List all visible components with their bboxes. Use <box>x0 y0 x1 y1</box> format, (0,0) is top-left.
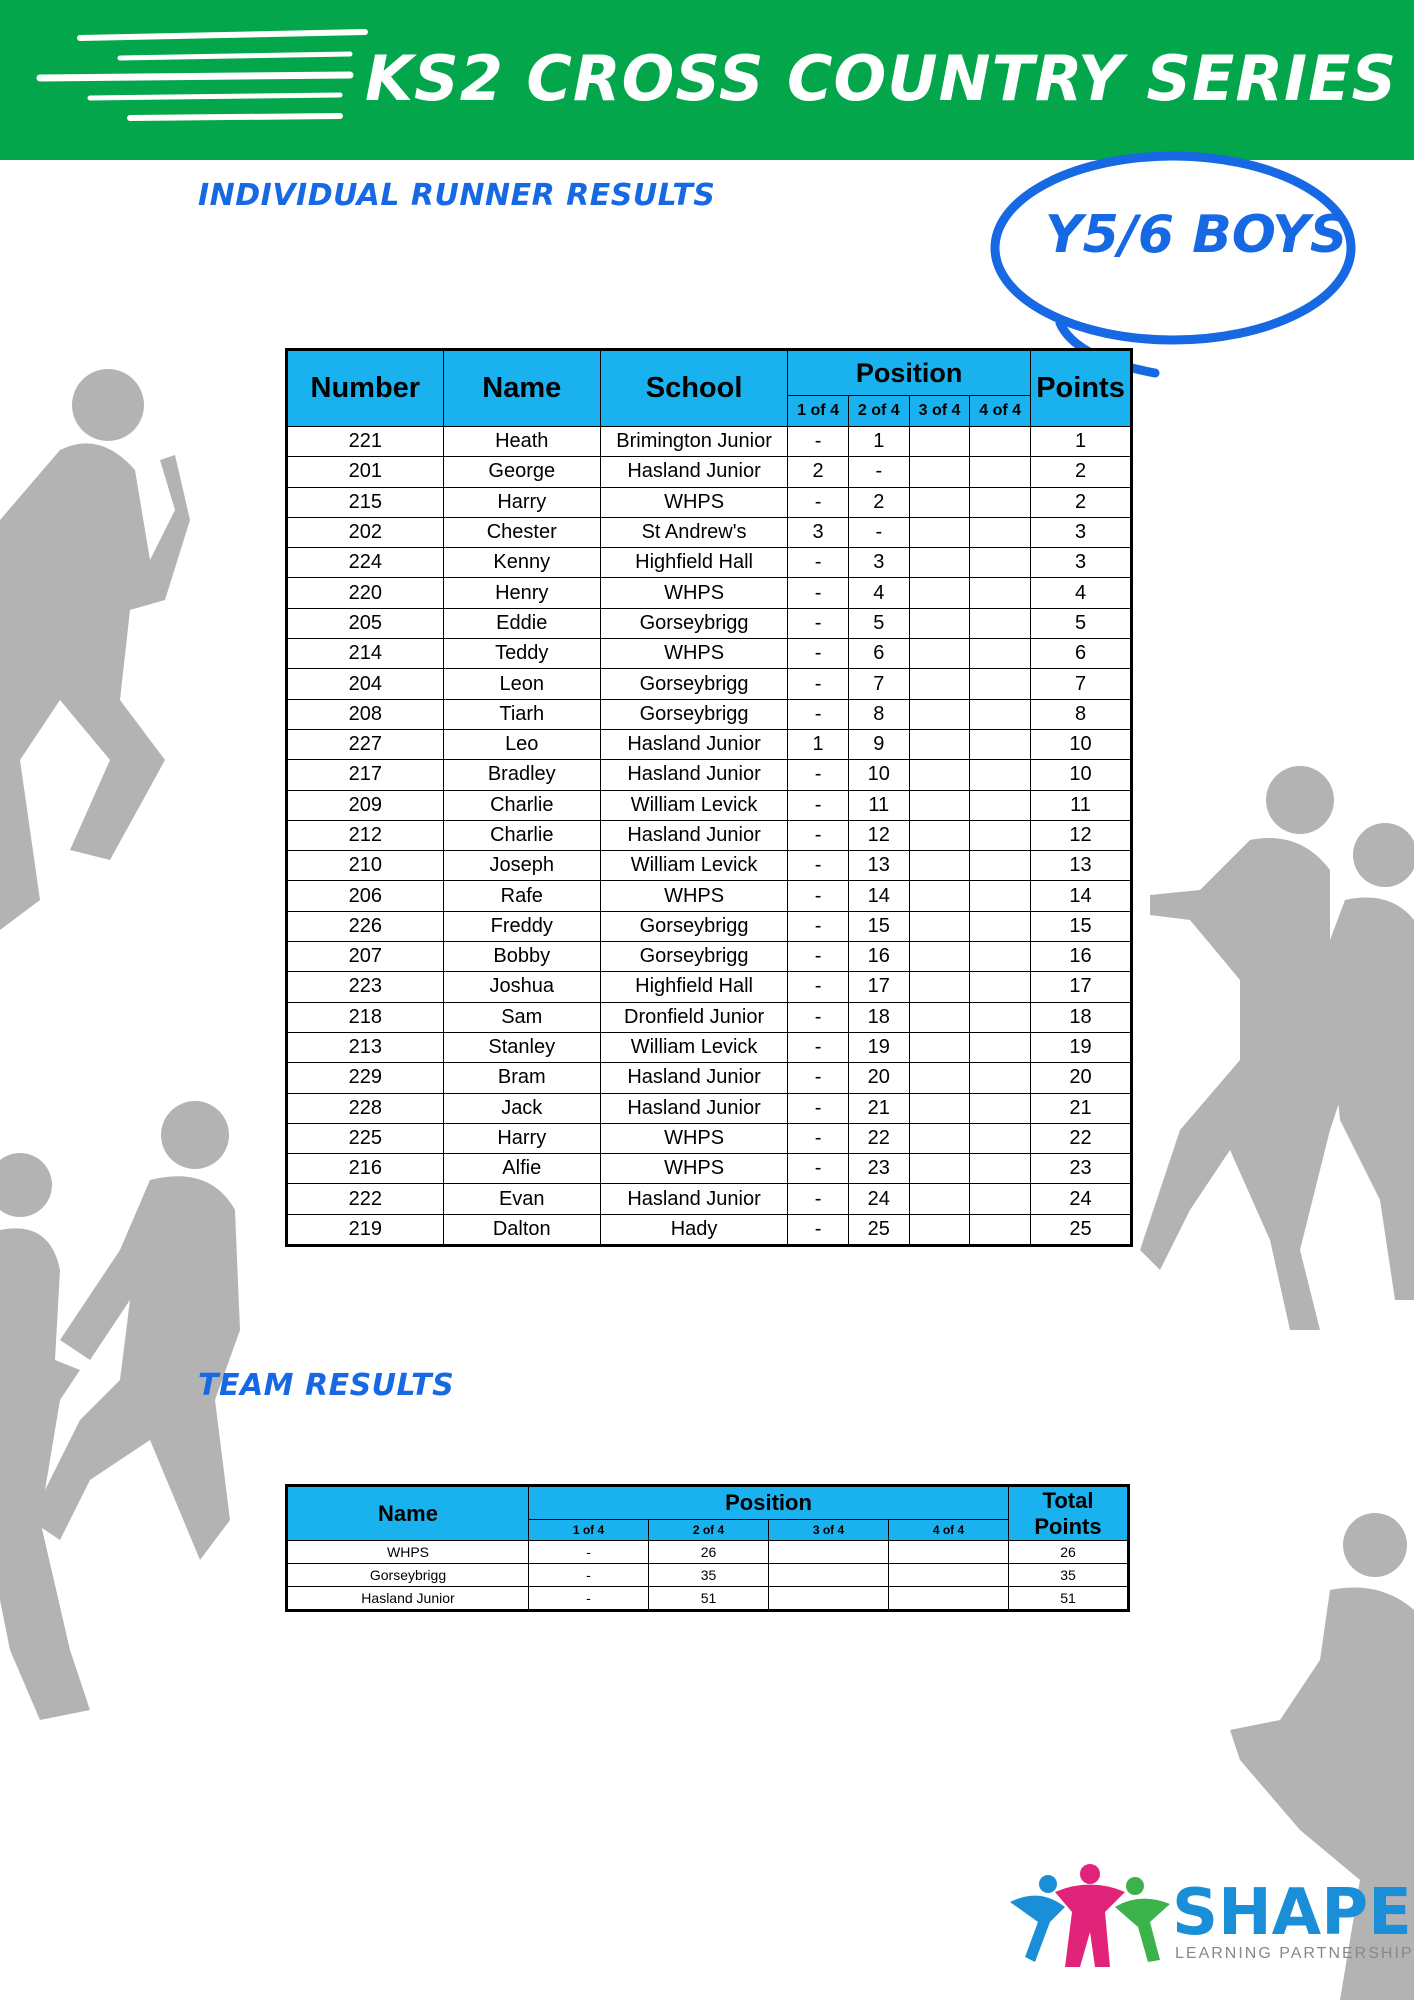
team-row <box>287 1564 1129 1587</box>
runner-row-cell: Chester <box>443 517 600 547</box>
runner-row-cell: 208 <box>287 699 444 729</box>
runner-row <box>287 427 1132 457</box>
runner-row-cell: 223 <box>287 972 444 1002</box>
team-row-cell <box>889 1587 1009 1611</box>
runner-row-cell: Tiarh <box>443 699 600 729</box>
runner-row-cell: 15 <box>1031 911 1132 941</box>
runner-row-cell: 8 <box>1031 699 1132 729</box>
runner-row-cell: 19 <box>1031 1032 1132 1062</box>
runner-row-cell: 3 <box>1031 548 1132 578</box>
runner-row-cell: - <box>848 457 909 487</box>
team-row-cell <box>889 1541 1009 1564</box>
runner-row <box>287 820 1132 850</box>
runner-row-cell: 201 <box>287 457 444 487</box>
runner-row-cell: 10 <box>848 760 909 790</box>
runner-row <box>287 1093 1132 1123</box>
runner-row-cell: William Levick <box>600 790 787 820</box>
team-row-cell: 51 <box>1009 1587 1129 1611</box>
runner-row-cell <box>970 820 1031 850</box>
runner-row-cell: 216 <box>287 1154 444 1184</box>
runner-row-cell: - <box>788 1154 849 1184</box>
runner-row-cell: 16 <box>848 942 909 972</box>
runner-row-cell: - <box>788 1184 849 1214</box>
runner-row <box>287 1032 1132 1062</box>
team-row-cell: Hasland Junior <box>287 1587 529 1611</box>
runner-row-cell: 6 <box>1031 639 1132 669</box>
runner-row-cell: 209 <box>287 790 444 820</box>
runner-row-cell: 12 <box>1031 820 1132 850</box>
runner-row-cell: 9 <box>848 729 909 759</box>
runner-row-cell: Harry <box>443 1123 600 1153</box>
runner-row-cell: Hasland Junior <box>600 729 787 759</box>
runner-row-cell: 218 <box>287 1002 444 1032</box>
runner-row <box>287 1154 1132 1184</box>
runner-row-cell: Hasland Junior <box>600 820 787 850</box>
runner-row-cell: 2 <box>1031 457 1132 487</box>
runner-row-cell: Charlie <box>443 820 600 850</box>
runner-row <box>287 881 1132 911</box>
runner-row-cell: Joshua <box>443 972 600 1002</box>
runner-row <box>287 1063 1132 1093</box>
runner-row-cell <box>970 1093 1031 1123</box>
speed-lines-icon <box>20 20 370 140</box>
runner-row-cell: WHPS <box>600 487 787 517</box>
runner-row-cell: 19 <box>848 1032 909 1062</box>
runner-row-cell: 7 <box>1031 669 1132 699</box>
runner-row-cell: 210 <box>287 851 444 881</box>
runner-row-cell: - <box>788 1063 849 1093</box>
runner-row-cell: - <box>788 820 849 850</box>
team-row-cell <box>889 1564 1009 1587</box>
runner-row-cell: Alfie <box>443 1154 600 1184</box>
runner-row-cell: Bradley <box>443 760 600 790</box>
runner-row-cell: Teddy <box>443 639 600 669</box>
runner-row-cell: WHPS <box>600 1154 787 1184</box>
individual-results-heading: INDIVIDUAL RUNNER RESULTS <box>198 178 716 213</box>
runner-row-cell: - <box>788 699 849 729</box>
runner-row-cell <box>970 578 1031 608</box>
col-header-school: School <box>600 350 787 427</box>
runner-row-cell: Gorseybrigg <box>600 608 787 638</box>
runner-row-cell: 207 <box>287 942 444 972</box>
runner-row <box>287 639 1132 669</box>
team-row-cell <box>769 1587 889 1611</box>
runner-row-cell <box>970 851 1031 881</box>
runner-row-cell: 25 <box>1031 1214 1132 1245</box>
runner-row-cell: 4 <box>848 578 909 608</box>
runner-row-cell <box>970 972 1031 1002</box>
runner-row-cell: 2 <box>788 457 849 487</box>
runner-row-cell: 205 <box>287 608 444 638</box>
runner-row-cell: 221 <box>287 427 444 457</box>
runner-row-cell: Dronfield Junior <box>600 1002 787 1032</box>
runner-row-cell <box>909 1123 970 1153</box>
runner-row-cell: Hasland Junior <box>600 457 787 487</box>
runner-row-cell <box>909 608 970 638</box>
runner-row-cell: 21 <box>848 1093 909 1123</box>
runner-row-cell: Brimington Junior <box>600 427 787 457</box>
runner-row-cell <box>970 457 1031 487</box>
runner-row-cell: Joseph <box>443 851 600 881</box>
runner-row <box>287 1214 1132 1245</box>
team-col-header-name: Name <box>287 1486 529 1541</box>
page-title: KS2 CROSS COUNTRY SERIES <box>365 42 1398 115</box>
runner-row-cell: 13 <box>1031 851 1132 881</box>
col-header-name: Name <box>443 350 600 427</box>
runner-row-cell: Rafe <box>443 881 600 911</box>
col-subheader-race-4: 4 of 4 <box>970 396 1031 427</box>
runner-row-cell: - <box>788 790 849 820</box>
runner-row-cell: 24 <box>848 1184 909 1214</box>
runner-row-cell: Heath <box>443 427 600 457</box>
runner-row-cell: St Andrew's <box>600 517 787 547</box>
runner-row-cell: 22 <box>848 1123 909 1153</box>
runner-row-cell: 10 <box>1031 760 1132 790</box>
team-row-cell <box>769 1564 889 1587</box>
runner-row-cell: WHPS <box>600 639 787 669</box>
runner-row-cell <box>970 1063 1031 1093</box>
team-row-cell: - <box>529 1541 649 1564</box>
runner-row-cell: 22 <box>1031 1123 1132 1153</box>
runner-row-cell: 23 <box>1031 1154 1132 1184</box>
runner-row-cell <box>970 1184 1031 1214</box>
runner-row <box>287 942 1132 972</box>
runner-row-cell: 25 <box>848 1214 909 1245</box>
runner-row-cell: 18 <box>848 1002 909 1032</box>
runner-row-cell: 213 <box>287 1032 444 1062</box>
team-results-heading: TEAM RESULTS <box>198 1368 455 1403</box>
runner-row-cell <box>970 1154 1031 1184</box>
runner-row <box>287 790 1132 820</box>
runner-row-cell: 215 <box>287 487 444 517</box>
runner-row-cell: 3 <box>1031 517 1132 547</box>
runner-row-cell <box>970 729 1031 759</box>
runner-row-cell <box>970 487 1031 517</box>
runner-row-cell <box>909 760 970 790</box>
runner-row-cell <box>970 669 1031 699</box>
runner-row-cell: 225 <box>287 1123 444 1153</box>
runner-row-cell <box>909 457 970 487</box>
runner-row-cell: - <box>788 1123 849 1153</box>
runner-row-cell: 3 <box>848 548 909 578</box>
runner-row-cell: 17 <box>1031 972 1132 1002</box>
runner-row-cell: 18 <box>1031 1002 1132 1032</box>
runner-row <box>287 972 1132 1002</box>
runner-row-cell: 229 <box>287 1063 444 1093</box>
runner-row-cell: George <box>443 457 600 487</box>
runner-row-cell <box>909 1214 970 1245</box>
category-badge: Y5/6 BOYS <box>1045 205 1348 265</box>
runner-row-cell: - <box>788 578 849 608</box>
runner-row-cell: Bram <box>443 1063 600 1093</box>
runner-row <box>287 548 1132 578</box>
runner-row-cell: 1 <box>788 729 849 759</box>
logo-subtitle: LEARNING PARTNERSHIP <box>1175 1945 1414 1962</box>
runner-row <box>287 729 1132 759</box>
runner-row-cell: 11 <box>848 790 909 820</box>
runner-row-cell: 13 <box>848 851 909 881</box>
team-row-cell: - <box>529 1564 649 1587</box>
runner-row-cell: 15 <box>848 911 909 941</box>
runner-row <box>287 457 1132 487</box>
runner-row-cell: - <box>788 1032 849 1062</box>
runner-row-cell: Stanley <box>443 1032 600 1062</box>
runner-row-cell: William Levick <box>600 1032 787 1062</box>
runner-row-cell <box>909 790 970 820</box>
team-row-cell: 26 <box>1009 1541 1129 1564</box>
runner-row-cell: 3 <box>788 517 849 547</box>
runner-row-cell: 14 <box>848 881 909 911</box>
runner-row-cell: 5 <box>1031 608 1132 638</box>
runner-row-cell <box>970 699 1031 729</box>
runner-row-cell: Dalton <box>443 1214 600 1245</box>
runner-row-cell <box>909 972 970 1002</box>
runner-row-cell: 17 <box>848 972 909 1002</box>
runner-row-cell: Eddie <box>443 608 600 638</box>
runner-row-cell: Leon <box>443 669 600 699</box>
runner-row-cell <box>909 851 970 881</box>
runner-row-cell: 228 <box>287 1093 444 1123</box>
runner-row-cell <box>909 487 970 517</box>
runner-row <box>287 578 1132 608</box>
runner-row <box>287 699 1132 729</box>
runner-row-cell: 1 <box>1031 427 1132 457</box>
runner-row-cell: Hasland Junior <box>600 760 787 790</box>
runner-row-cell: 20 <box>1031 1063 1132 1093</box>
runner-row-cell: 4 <box>1031 578 1132 608</box>
runner-row-cell <box>909 1154 970 1184</box>
runner-row-cell <box>909 911 970 941</box>
team-col-subheader-race-3: 3 of 4 <box>769 1520 889 1541</box>
runner-row-cell <box>909 820 970 850</box>
team-col-subheader-race-4: 4 of 4 <box>889 1520 1009 1541</box>
runner-row <box>287 517 1132 547</box>
runner-row-cell: 227 <box>287 729 444 759</box>
runner-row-cell: Gorseybrigg <box>600 911 787 941</box>
runner-row-cell: 14 <box>1031 881 1132 911</box>
runner-row-cell <box>909 548 970 578</box>
runner-row-cell: - <box>788 1093 849 1123</box>
runner-row-cell: Gorseybrigg <box>600 669 787 699</box>
runner-row <box>287 669 1132 699</box>
runner-row <box>287 487 1132 517</box>
runner-row-cell <box>909 1184 970 1214</box>
runner-row <box>287 1123 1132 1153</box>
runner-row-cell: Hasland Junior <box>600 1184 787 1214</box>
runner-row-cell <box>970 1214 1031 1245</box>
runner-row-cell: 219 <box>287 1214 444 1245</box>
runner-row-cell: - <box>788 881 849 911</box>
runner-row-cell <box>970 790 1031 820</box>
team-row-cell: - <box>529 1587 649 1611</box>
runner-row-cell <box>909 669 970 699</box>
col-subheader-race-3: 3 of 4 <box>909 396 970 427</box>
runner-row-cell: 2 <box>848 487 909 517</box>
team-col-subheader-race-2: 2 of 4 <box>649 1520 769 1541</box>
runner-row-cell <box>970 1123 1031 1153</box>
runner-row-cell: Kenny <box>443 548 600 578</box>
runner-row-cell <box>909 729 970 759</box>
runner-row-cell: Henry <box>443 578 600 608</box>
runner-row-cell: - <box>788 427 849 457</box>
runner-row-cell: 1 <box>848 427 909 457</box>
runner-row-cell <box>909 578 970 608</box>
runner-row-cell: - <box>788 639 849 669</box>
runner-row-cell: - <box>788 669 849 699</box>
runner-row <box>287 911 1132 941</box>
runner-row-cell <box>970 881 1031 911</box>
runner-row-cell: 206 <box>287 881 444 911</box>
col-header-points: Points <box>1031 350 1132 427</box>
runner-row-cell <box>970 1032 1031 1062</box>
runner-row-cell: - <box>788 608 849 638</box>
team-row-cell <box>769 1541 889 1564</box>
runner-row-cell <box>909 639 970 669</box>
runner-row-cell: WHPS <box>600 578 787 608</box>
runner-row-cell: 226 <box>287 911 444 941</box>
runner-row-cell: 202 <box>287 517 444 547</box>
runner-row-cell: Highfield Hall <box>600 972 787 1002</box>
col-header-number: Number <box>287 350 444 427</box>
runner-row-cell <box>909 1063 970 1093</box>
team-results-table <box>285 1484 1130 1612</box>
runner-row-cell <box>909 1002 970 1032</box>
runner-row-cell: 217 <box>287 760 444 790</box>
individual-results-table <box>285 348 1133 1247</box>
runner-row <box>287 1002 1132 1032</box>
runner-row-cell: 20 <box>848 1063 909 1093</box>
runner-row-cell <box>970 608 1031 638</box>
runner-row-cell <box>909 1032 970 1062</box>
runner-row <box>287 608 1132 638</box>
runner-row-cell: - <box>848 517 909 547</box>
runner-row-cell <box>909 881 970 911</box>
runner-row-cell: - <box>788 487 849 517</box>
runner-row-cell: - <box>788 1002 849 1032</box>
team-col-subheader-race-1: 1 of 4 <box>529 1520 649 1541</box>
runner-row-cell: Hasland Junior <box>600 1063 787 1093</box>
runner-row-cell: - <box>788 972 849 1002</box>
runner-row-cell: - <box>788 1214 849 1245</box>
team-row-cell: 26 <box>649 1541 769 1564</box>
runner-row-cell: - <box>788 548 849 578</box>
col-subheader-race-1: 1 of 4 <box>788 396 849 427</box>
runner-row-cell: 5 <box>848 608 909 638</box>
runner-row-cell: 16 <box>1031 942 1132 972</box>
runner-row-cell <box>970 911 1031 941</box>
runner-row-cell: Harry <box>443 487 600 517</box>
runner-row-cell: Hasland Junior <box>600 1093 787 1123</box>
runner-row-cell: WHPS <box>600 1123 787 1153</box>
runner-row-cell: Charlie <box>443 790 600 820</box>
runner-row-cell: 11 <box>1031 790 1132 820</box>
runner-row-cell <box>909 942 970 972</box>
runner-row-cell: 224 <box>287 548 444 578</box>
runner-row <box>287 851 1132 881</box>
team-col-header-position: Position <box>529 1486 1009 1520</box>
runner-row-cell: 222 <box>287 1184 444 1214</box>
runner-row-cell: 10 <box>1031 729 1132 759</box>
runner-row-cell: Highfield Hall <box>600 548 787 578</box>
runner-row-cell <box>909 699 970 729</box>
runner-row-cell: - <box>788 851 849 881</box>
runner-row-cell: Freddy <box>443 911 600 941</box>
runner-row-cell <box>970 639 1031 669</box>
runner-row-cell: 7 <box>848 669 909 699</box>
runner-row-cell: 21 <box>1031 1093 1132 1123</box>
logo-wordmark: SHAPE <box>1172 1876 1412 1950</box>
runner-row-cell: Sam <box>443 1002 600 1032</box>
runner-row-cell: 6 <box>848 639 909 669</box>
runner-row-cell <box>970 760 1031 790</box>
runner-row-cell: Hady <box>600 1214 787 1245</box>
runner-row-cell: Bobby <box>443 942 600 972</box>
runner-row-cell: 24 <box>1031 1184 1132 1214</box>
runner-row-cell <box>909 1093 970 1123</box>
runner-row-cell <box>909 427 970 457</box>
runner-row-cell: - <box>788 760 849 790</box>
runner-row-cell: 23 <box>848 1154 909 1184</box>
team-col-header-total-points: Total Points <box>1009 1486 1129 1541</box>
runner-row <box>287 760 1132 790</box>
team-row <box>287 1541 1129 1564</box>
runner-row-cell <box>970 427 1031 457</box>
runner-row-cell: Gorseybrigg <box>600 699 787 729</box>
runner-row-cell: 8 <box>848 699 909 729</box>
runner-row-cell: Jack <box>443 1093 600 1123</box>
runner-row-cell <box>909 517 970 547</box>
runner-row <box>287 1184 1132 1214</box>
runner-row-cell: William Levick <box>600 851 787 881</box>
team-row-cell: 35 <box>649 1564 769 1587</box>
team-row-cell: 51 <box>649 1587 769 1611</box>
col-header-position: Position <box>788 350 1031 396</box>
team-row-cell: 35 <box>1009 1564 1129 1587</box>
col-subheader-race-2: 2 of 4 <box>848 396 909 427</box>
runner-row-cell: 2 <box>1031 487 1132 517</box>
runner-row-cell <box>970 1002 1031 1032</box>
team-row <box>287 1587 1129 1611</box>
runner-row-cell: 12 <box>848 820 909 850</box>
runner-row-cell: - <box>788 911 849 941</box>
runner-row-cell: - <box>788 942 849 972</box>
team-row-cell: Gorseybrigg <box>287 1564 529 1587</box>
runner-row-cell: WHPS <box>600 881 787 911</box>
runner-row-cell: Evan <box>443 1184 600 1214</box>
runner-row-cell: Leo <box>443 729 600 759</box>
shape-logo-icon <box>1010 1862 1175 1972</box>
runner-row-cell: Gorseybrigg <box>600 942 787 972</box>
runner-row-cell <box>970 517 1031 547</box>
runner-row-cell <box>970 548 1031 578</box>
team-row-cell: WHPS <box>287 1541 529 1564</box>
runner-row-cell: 212 <box>287 820 444 850</box>
runner-row-cell: 214 <box>287 639 444 669</box>
runner-row-cell <box>970 942 1031 972</box>
runner-row-cell: 220 <box>287 578 444 608</box>
runner-row-cell: 204 <box>287 669 444 699</box>
